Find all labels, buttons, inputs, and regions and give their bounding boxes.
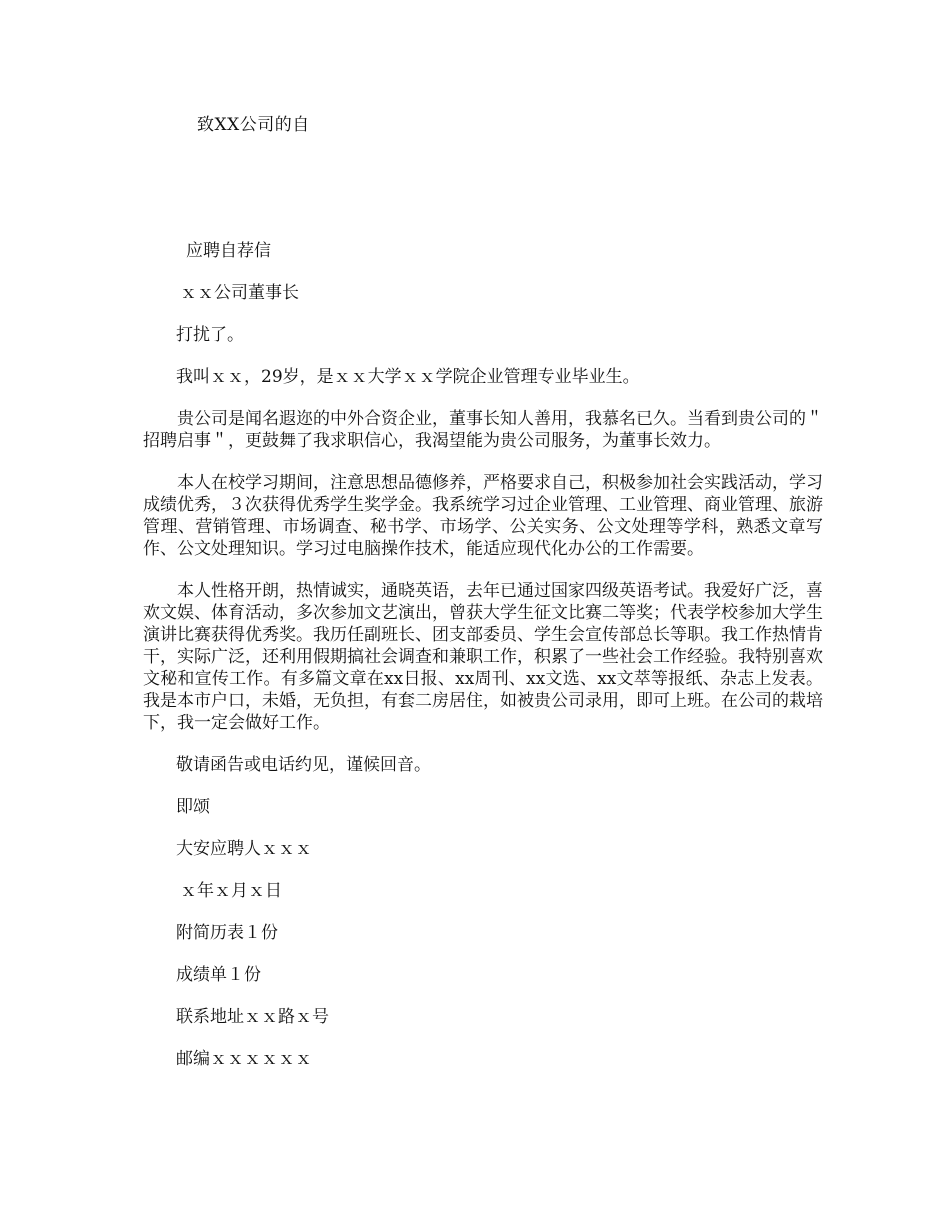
- paragraph-company: 贵公司是闻名遐迩的中外合资企业，董事长知人善用，我慕名已久。当看到贵公司的＂招聘启事＂，更鼓舞了我求职信心，我渴望能为贵公司服务，为董事长效力。: [143, 409, 823, 451]
- contact-address: 联系地址ｘｘ路ｘ号: [176, 1007, 329, 1027]
- attachment-grades: 成绩单１份: [176, 965, 261, 985]
- letter-greeting: 打扰了。: [176, 325, 244, 345]
- letter-body: [143, 240, 823, 1090]
- closing-request: 敬请函告或电话约见，谨候回音。: [176, 755, 431, 775]
- letter-addressee: ｘｘ公司董事长: [180, 283, 299, 303]
- closing-salutation: 即颂: [176, 797, 210, 817]
- attachment-resume: 附简历表１份: [176, 923, 278, 943]
- paragraph-education: 本人在校学习期间，注意思想品德修养，严格要求自己，积极参加社会实践活动，学习成绩优秀，３次获得优秀学生奖学金。我系统学习过企业管理、工业管理、商业管理、旅游管理、营销管理、市场调查、秘书学、市场学、公关实务、公文处理等学科，熟悉文章写作、公文处理知识。学习过电脑操作技术，能适应现代化办公的工作需要。: [143, 473, 823, 559]
- letter-heading: 应聘自荐信: [186, 241, 271, 261]
- letter-date: ｘ年ｘ月ｘ日: [180, 881, 282, 901]
- postcode: 邮编ｘｘｘｘｘｘ: [176, 1049, 312, 1069]
- paragraph-personality: 本人性格开朗，热情诚实，通晓英语，去年已通过国家四级英语考试。我爱好广泛，喜欢文娱、体育活动，多次参加文艺演出，曾获大学生征文比赛二等奖；代表学校参加大学生演讲比赛获得优秀奖。我历任副班长、团支部委员、学生会宣传部总长等职。我工作热情肯干，实际广泛，还利用假期搞社会调查和兼职工作，积累了一些社会工作经验。我特别喜欢文秘和宣传工作。有多篇文章在xx日报、xx周刊、xx文选、xx文萃等报纸、杂志上发表。我是本市户口，未婚，无负担，有套二房居住，如被贵公司录用，即可上班。在公司的栽培下，我一定会做好工作。: [143, 581, 823, 733]
- letter-intro: 我叫ｘｘ，29岁，是ｘｘ大学ｘｘ学院企业管理专业毕业生。: [176, 367, 640, 387]
- signature: 大安应聘人ｘｘｘ: [176, 839, 312, 859]
- document-title: 致XX公司的自: [197, 115, 310, 135]
